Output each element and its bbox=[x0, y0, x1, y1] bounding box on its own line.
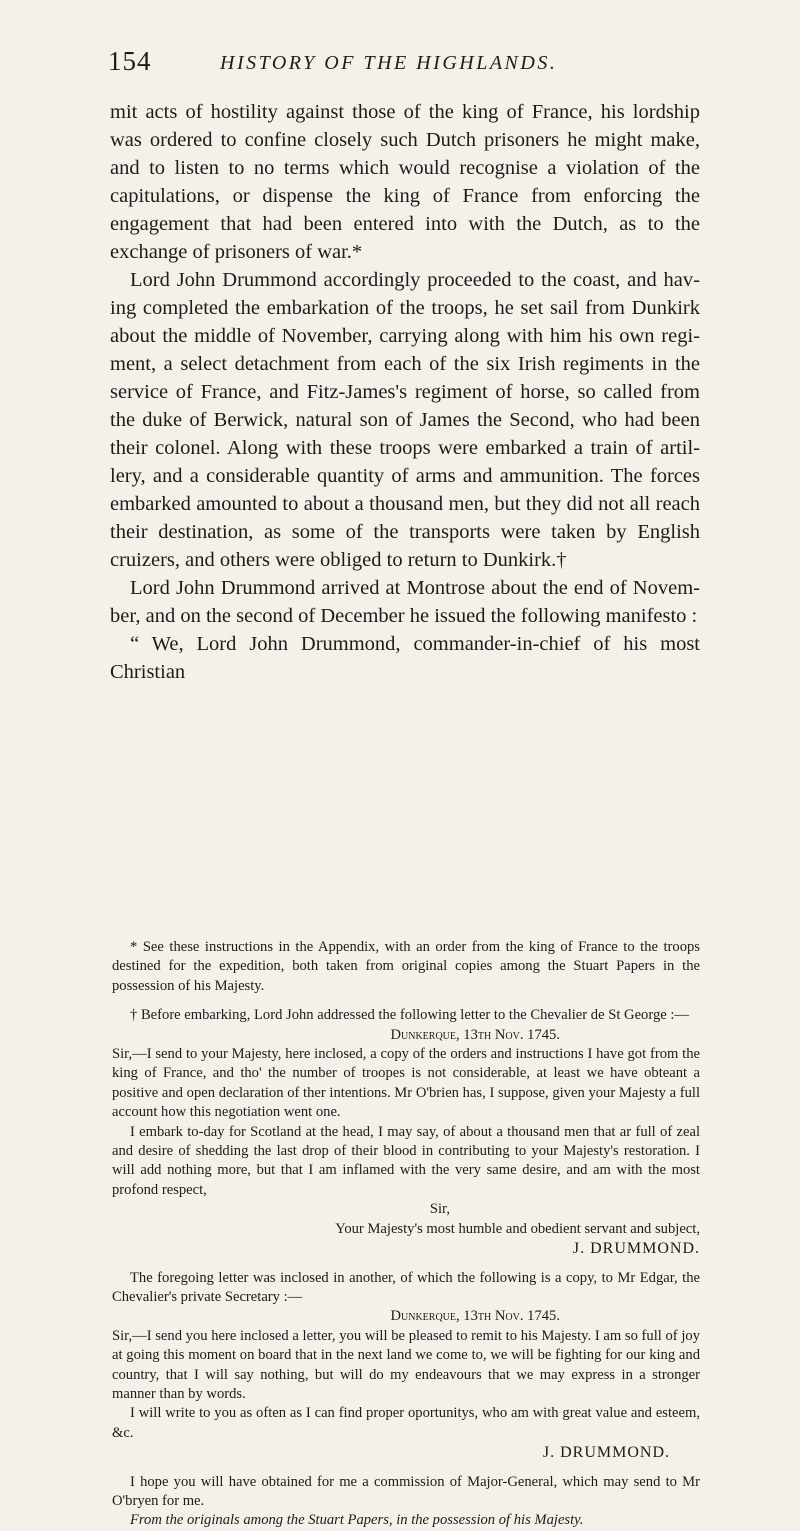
running-head: HISTORY OF THE HIGHLANDS. bbox=[220, 52, 558, 74]
page-number: 154 bbox=[108, 46, 152, 76]
letter-1-body: I embark to-day for Scotland at the head, I may say, of about a thousand men that ar full of zeal and desire of shedding the last drop of their blood in contributing to your Majesty's restoration. I will add nothing more, but that I am inflamed with the very same desire, and am with the most profond respect, bbox=[112, 1123, 700, 1198]
paragraph: mit acts of hostility against those of the king of France, his lordship was ordered to confine closely such Dutch prisoners he might make, and to listen to no terms which would recognise a violation of the capitulations, or dispense the king of France from enforcing the engagement that had been entered into with the Dutch, as to the exchange of prisoners of war.* bbox=[110, 101, 700, 263]
letter-1-signature: J. DRUMMOND. bbox=[572, 1240, 700, 1258]
letter-1-closing: Your Majesty's most humble and obedient servant and subject, bbox=[335, 1220, 700, 1237]
footnote-1: * See these instructions in the Appendix, with an order from the king of France to the troops destined for the expedition, both taken from original copies among the Stuart Papers in the possession of his Majesty. bbox=[112, 939, 700, 994]
footnote-connector: The foregoing letter was inclosed in another, of which the following is a copy, to Mr Edgar, the Chevalier's private Secretary :— bbox=[112, 1269, 700, 1305]
page-header bbox=[108, 46, 698, 86]
letter-2-body: I will write to you as often as I can find proper oportunitys, who am with great value and esteem, &c. bbox=[112, 1405, 700, 1441]
letter-1-dateline: Dunkerque, 13th Nov. 1745. bbox=[390, 1026, 560, 1043]
footnotes bbox=[112, 938, 700, 1531]
postscript: I hope you will have obtained for me a commission of Major-General, which may send to Mr O'bryen for me. bbox=[112, 1473, 700, 1509]
paragraph: “ We, Lord John Drummond, commander-in-chief of his most Christian bbox=[110, 633, 700, 683]
letter-2-body: Sir,—I send you here inclosed a letter, you will be pleased to remit to his Majesty. I am so full of joy at going this moment on board that in the next land we come to, we will be fighting for our king and country, that I will say nothing, but will do my endeavours that we may express in a stronger manner than by words. bbox=[112, 1327, 700, 1402]
paragraph: Lord John Drummond arrived at Montrose about the end of Novem-ber, and on the second of December he issued the following manifesto : bbox=[110, 577, 700, 627]
letter-2-dateline: Dunkerque, 13th Nov. 1745. bbox=[390, 1308, 560, 1325]
letter-1-salutation: Sir, bbox=[429, 1201, 450, 1218]
paragraph: Lord John Drummond accordingly proceeded to the coast, and hav-ing completed the embarkation of the troops, he set sail from Dunkirk about the middle of November, carrying along with him his own regi-ment, a select detachment from each of the six Irish regiments in the service of France, and Fitz-James's regiment of horse, so called from the duke of Berwick, natural son of James the Second, who had been their colonel. Along with these troops were embarked a train of artil-lery, and a considerable quantity of arms and ammunition. The forces embarked amounted to about a thousand men, but they did not all reach their destination, as some of the transports were taken by English cruizers, and others were obliged to return to Dunkirk.† bbox=[110, 269, 700, 571]
footnote-2-intro: † Before embarking, Lord John addressed the following letter to the Chevalier de St George :— bbox=[130, 1007, 690, 1024]
main-text bbox=[110, 98, 700, 686]
letter-1-body: Sir,—I send to your Majesty, here inclosed, a copy of the orders and instructions I have got from the king of France, and tho' the number of troopes is not considerable, at least we have obteant a positive and open declaration of ther intentions. Mr O'brien has, I suppose, given your Majesty a full account how this negotiation went one. bbox=[112, 1046, 700, 1121]
source-note: From the originals among the Stuart Papers, in the possession of his Majesty. bbox=[130, 1512, 584, 1529]
letter-2-signature: J. DRUMMOND. bbox=[542, 1444, 670, 1462]
